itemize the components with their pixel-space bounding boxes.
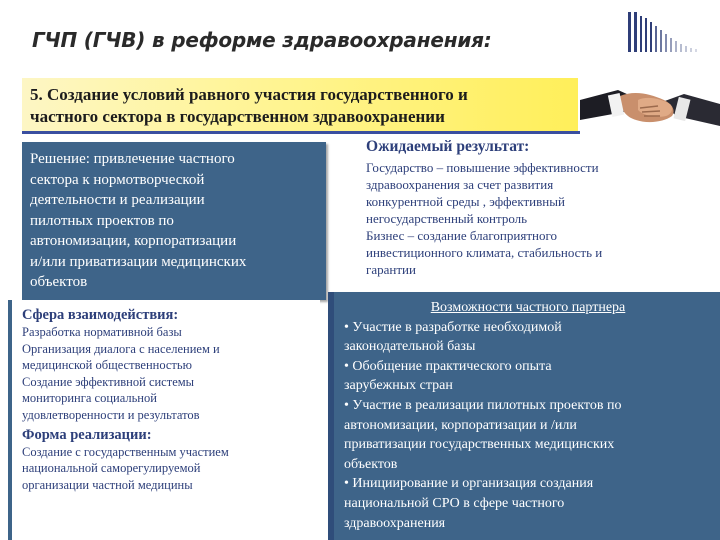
partner-line: зарубежных стран: [344, 378, 453, 394]
decision-line: Решение: привлечение частного: [30, 151, 235, 167]
expected-line: здравоохранения за счет развития: [366, 177, 554, 192]
partner-line: законодательной базы: [344, 339, 476, 355]
decision-line: автономизации, корпоратизации: [30, 233, 237, 249]
interaction-line: медицинской общественностью: [22, 358, 192, 373]
form-line: Создание с государственным участием: [22, 444, 229, 459]
partner-line: • Обобщение практического опыта: [344, 358, 552, 374]
left-accent-stripe: [8, 300, 12, 540]
section-heading: [22, 78, 578, 134]
interaction-line: Организация диалога с населением и: [22, 341, 220, 356]
partner-line: здравоохранения: [344, 515, 446, 531]
form-line: организации частной медицины: [22, 477, 193, 492]
interaction-line: мониторинга социальной: [22, 391, 157, 406]
barcode-decoration: [628, 12, 708, 52]
partner-opportunities-box: [328, 292, 720, 540]
partner-line: • Участие в разработке необходимой: [344, 319, 562, 335]
partner-line: • Инициирование и организация создания: [344, 476, 594, 492]
expected-line: Бизнес – создание благоприятного: [366, 228, 557, 243]
expected-line: конкурентной среды , эффективный: [366, 194, 565, 209]
partner-line: автономизации, корпоратизации и /или: [344, 417, 577, 433]
interaction-panel: [14, 300, 320, 540]
partner-line: приватизации государственных медицинских: [344, 437, 615, 453]
decision-line: сектора к нормотворческой: [30, 171, 205, 188]
interaction-title: Сфера взаимодействия:: [22, 307, 179, 323]
interaction-line: удовлетворенности и результатов: [22, 407, 200, 422]
expected-result-title: Ожидаемый результат:: [366, 138, 530, 155]
expected-line: инвестиционного климата, стабильность и: [366, 245, 603, 260]
decision-line: объектов: [30, 274, 88, 290]
partner-line: национальной СРО в сфере частного: [344, 495, 565, 511]
expected-line: гарантии: [366, 262, 416, 277]
heading-line-2: частного сектора в государственном здравоохранении: [30, 107, 445, 126]
decision-box: [22, 142, 326, 300]
expected-result-panel: [342, 138, 720, 288]
partner-title: Возможности частного партнера: [430, 300, 626, 315]
interaction-line: Разработка нормативной базы: [22, 325, 182, 339]
decision-line: и/или приватизации медицинских: [30, 253, 247, 270]
form-line: национальной саморегулируемой: [22, 461, 201, 476]
expected-line: негосударственный контроль: [366, 211, 528, 226]
slide-title: ГЧП (ГЧВ) в реформе здравоохранения:: [32, 28, 492, 52]
partner-line: объектов: [344, 456, 398, 472]
expected-line: Государство – повышение эффективности: [366, 160, 599, 175]
partner-line: • Участие в реализации пилотных проектов по: [344, 397, 622, 413]
form-title: Форма реализации:: [22, 426, 152, 443]
decision-line: деятельности и реализации: [30, 192, 205, 208]
heading-underline: [22, 131, 608, 134]
interaction-line: Создание эффективной системы: [22, 374, 195, 389]
heading-line-1: 5. Создание условий равного участия государственного и: [30, 85, 468, 104]
decision-line: пилотных проектов по: [30, 212, 174, 229]
